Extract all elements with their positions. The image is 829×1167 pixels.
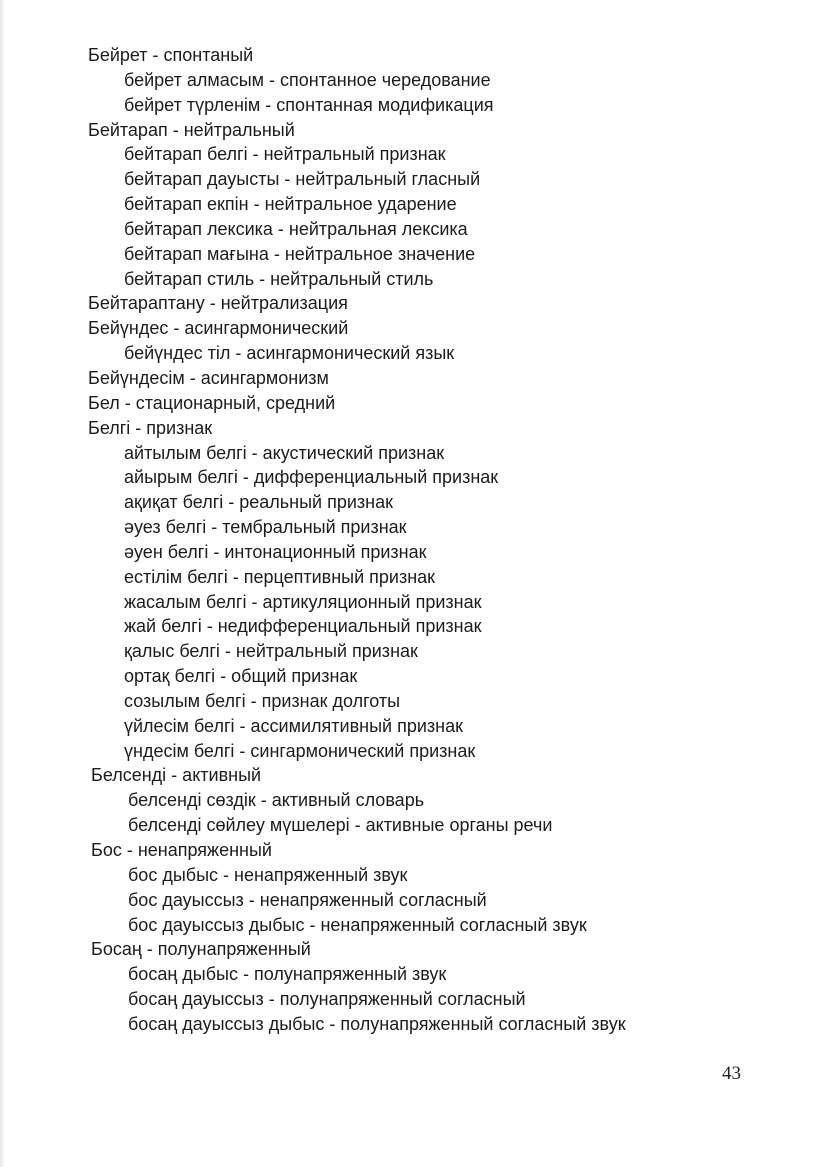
subentry: бейтарап дауысты - нейтральный гласный <box>124 169 481 190</box>
subentry: бейтарап стиль - нейтральный стиль <box>124 268 434 289</box>
subentry: бос дауыссыз - ненапряженный согласный <box>128 889 487 910</box>
headword-entry: Бейүндес - асингармонический <box>88 318 349 339</box>
headword-entry: Бейтараптану - нейтрализация <box>88 293 348 314</box>
subentry: бейүндес тіл - асингармонический язык <box>124 343 455 364</box>
page-number: 43 <box>722 1063 741 1084</box>
subentry: айтылым белгі - акустический признак <box>124 442 445 463</box>
subentry: бейтарап екпін - нейтральное ударение <box>124 194 457 215</box>
headword-entry: Бейрет - спонтаный <box>88 45 254 65</box>
headword-entry: Бейтарап - нейтральный <box>88 119 295 140</box>
subentry: әуез белгі - тембральный признак <box>124 517 407 538</box>
subentry: үндесім белгі - сингармонический признак <box>124 740 476 761</box>
subentry: ақиқат белгі - реальный признак <box>124 492 393 513</box>
subentry: босаң дауыссыз дыбыс - полунапряженный согласный звук <box>128 1013 626 1034</box>
subentry: бейтарап мағына - нейтральное значение <box>124 243 476 264</box>
subentry: босаң дыбыс - полунапряженный звук <box>128 964 447 985</box>
subentry: бейрет түрленім - спонтанная модификация <box>124 94 494 115</box>
scan-edge-shadow <box>0 0 5 1167</box>
headword-entry: Белсенді - активный <box>91 765 262 786</box>
headword-entry: Бел - стационарный, средний <box>88 392 336 413</box>
subentry: айырым белгі - дифференциальный признак <box>124 467 499 488</box>
subentry: бос дауыссыз дыбыс - ненапряженный согласный звук <box>128 914 587 935</box>
subentry: үйлесім белгі - ассимилятивный признак <box>124 715 463 736</box>
headword-entry: Босаң - полунапряженный <box>91 939 311 960</box>
subentry: жай белгі - недифференциальный признак <box>124 616 482 637</box>
entry-list <box>88 43 788 1037</box>
subentry: белсенді сөздік - активный словарь <box>128 790 425 811</box>
subentry: бейтарап белгі - нейтральный признак <box>124 144 446 165</box>
headword-entry: Бейүндесім - асингармонизм <box>88 367 329 388</box>
subentry: бос дыбыс - ненапряженный звук <box>128 864 408 885</box>
subentry: әуен белгі - интонационный признак <box>124 541 427 562</box>
subentry: бейрет алмасым - спонтанное чередование <box>124 69 491 90</box>
subentry: босаң дауыссыз - полунапряженный согласный <box>128 989 526 1010</box>
subentry: естілім белгі - перцептивный признак <box>124 566 436 587</box>
headword-entry: Бос - ненапряженный <box>91 840 272 860</box>
subentry: жасалым белгі - артикуляционный признак <box>124 591 482 612</box>
headword-entry: Белгі - признак <box>88 417 213 438</box>
subentry: созылым белгі - признак долготы <box>124 690 401 711</box>
subentry: ортақ белгі - общий признак <box>124 666 358 687</box>
subentry: белсенді сөйлеу мүшелері - активные органы речи <box>128 815 553 836</box>
subentry: бейтарап лексика - нейтральная лексика <box>124 218 468 239</box>
subentry: қалыс белгі - нейтральный признак <box>124 641 418 662</box>
